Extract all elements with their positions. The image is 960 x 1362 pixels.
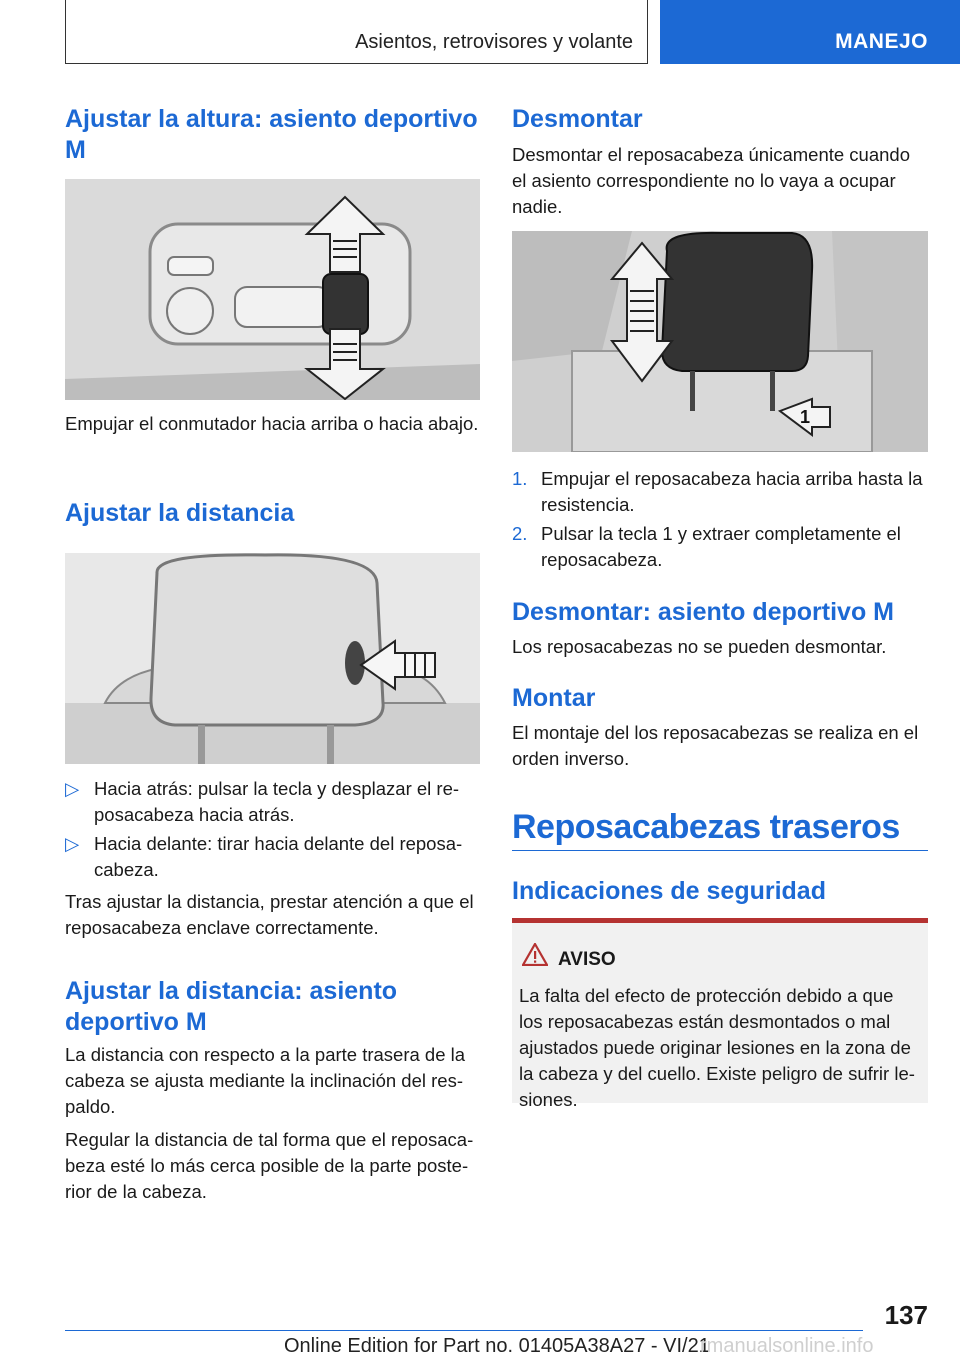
edition-text: Online Edition for Part no. 01405A38A27 - VI/21 (284, 1335, 710, 1357)
text-distancia-m-1: La distancia con respecto a la parte trasera de la cabeza se ajusta mediante la inclinación del res-paldo. (65, 1044, 466, 1117)
section-title: Asientos, retrovisores y volante (355, 31, 633, 53)
page-number: 137 (884, 1300, 928, 1330)
warning-title: AVISO (558, 949, 616, 970)
watermark: rmanualsonline.info (700, 1335, 874, 1357)
section-rule (512, 850, 928, 851)
text-desmontar: Desmontar el reposacabeza únicamente cuando el asiento correspondiente no lo vaya a ocupar nadie. (512, 144, 910, 217)
text-tras-ajustar: Tras ajustar la distancia, prestar atención a que el reposacabeza enclave correctamente. (65, 891, 474, 938)
text-desmontar-m: Los reposacabezas no se pueden desmontar. (512, 636, 887, 657)
heading-altura: Ajustar la altura: asiento deportivo M (65, 105, 478, 164)
heading-desmontar-m: Desmontar: asiento deportivo M (512, 598, 894, 626)
warning-text: La falta del efecto de protección debido a que los reposacabezas están desmontados o mal ajustados puede originar lesiones en la zona de la cabeza y del cuello. Existe peligro de sufrir le-siones. (519, 985, 915, 1110)
heading-montar: Montar (512, 684, 596, 712)
chapter-tab-label: MANEJO (835, 30, 928, 53)
heading-reposacabezas-traseros: Reposacabezas traseros (512, 808, 900, 846)
chapter-tab[interactable] (660, 0, 960, 64)
heading-distancia: Ajustar la distancia (65, 499, 295, 527)
header-bar (65, 0, 648, 64)
triangle-bullet-icon: ▷ (65, 778, 80, 799)
heading-desmontar: Desmontar (512, 105, 643, 133)
headrest-removal-illustration (512, 231, 928, 452)
text-montar: El montaje del los reposacabezas se realiza en el orden inverso. (512, 722, 919, 769)
warning-box (512, 918, 928, 1110)
footer-rule (65, 1330, 863, 1331)
warning-triangle-icon (522, 943, 548, 966)
seat-switch-illustration (65, 179, 480, 400)
headrest-distance-illustration (65, 553, 480, 764)
triangle-bullet-icon: ▷ (65, 833, 80, 854)
heading-indicaciones: Indicaciones de seguridad (512, 877, 826, 905)
text-altura: Empujar el conmutador hacia arriba o hacia abajo. (65, 413, 479, 434)
text-distancia-m-2: Regular la distancia de tal forma que el reposaca-beza esté lo más cerca posible de la parte poste-rior de la cabeza. (65, 1129, 474, 1202)
heading-distancia-m: Ajustar la distancia: asiento deportivo M (65, 977, 398, 1036)
callout-number: 1 (800, 407, 811, 427)
